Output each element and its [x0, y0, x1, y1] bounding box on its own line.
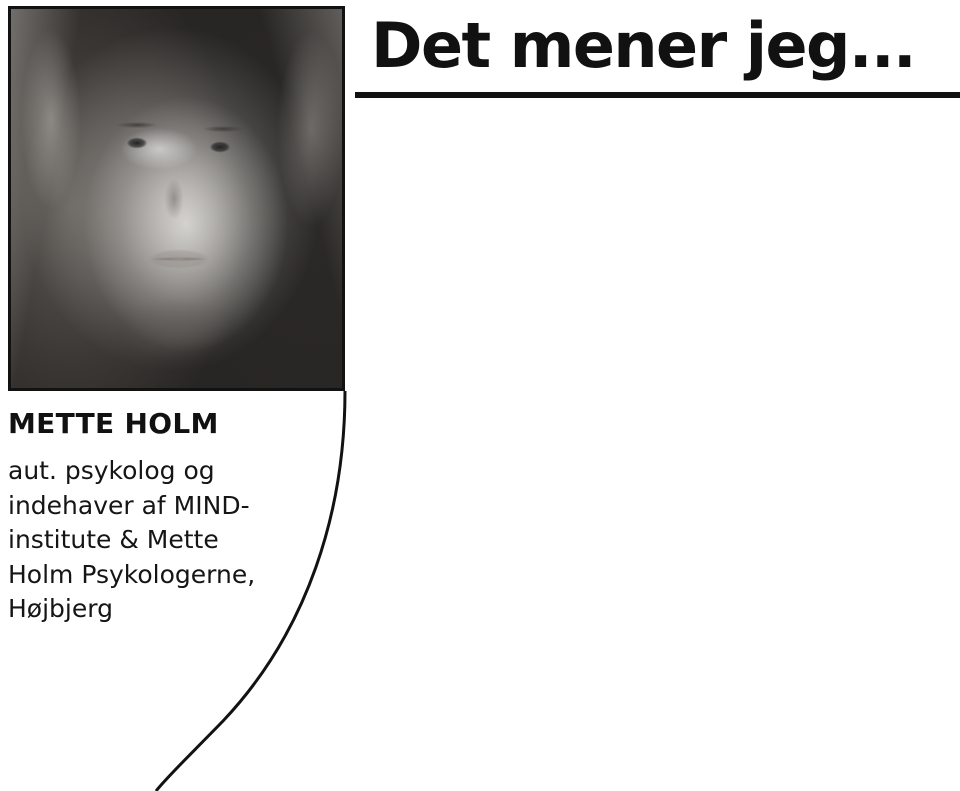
byline-name: METTE HOLM	[8, 407, 219, 440]
portrait-photo	[11, 9, 342, 388]
page-title: Det mener jeg...	[371, 9, 916, 82]
headline-bar	[355, 0, 960, 98]
article-body	[355, 104, 960, 791]
byline-block	[8, 391, 353, 786]
portrait-frame	[8, 6, 345, 391]
byline-role: aut. psykolog og indehaver af MIND-institute & Mette Holm Psykologerne, Højbjerg	[8, 456, 256, 624]
byline-text	[8, 409, 278, 627]
